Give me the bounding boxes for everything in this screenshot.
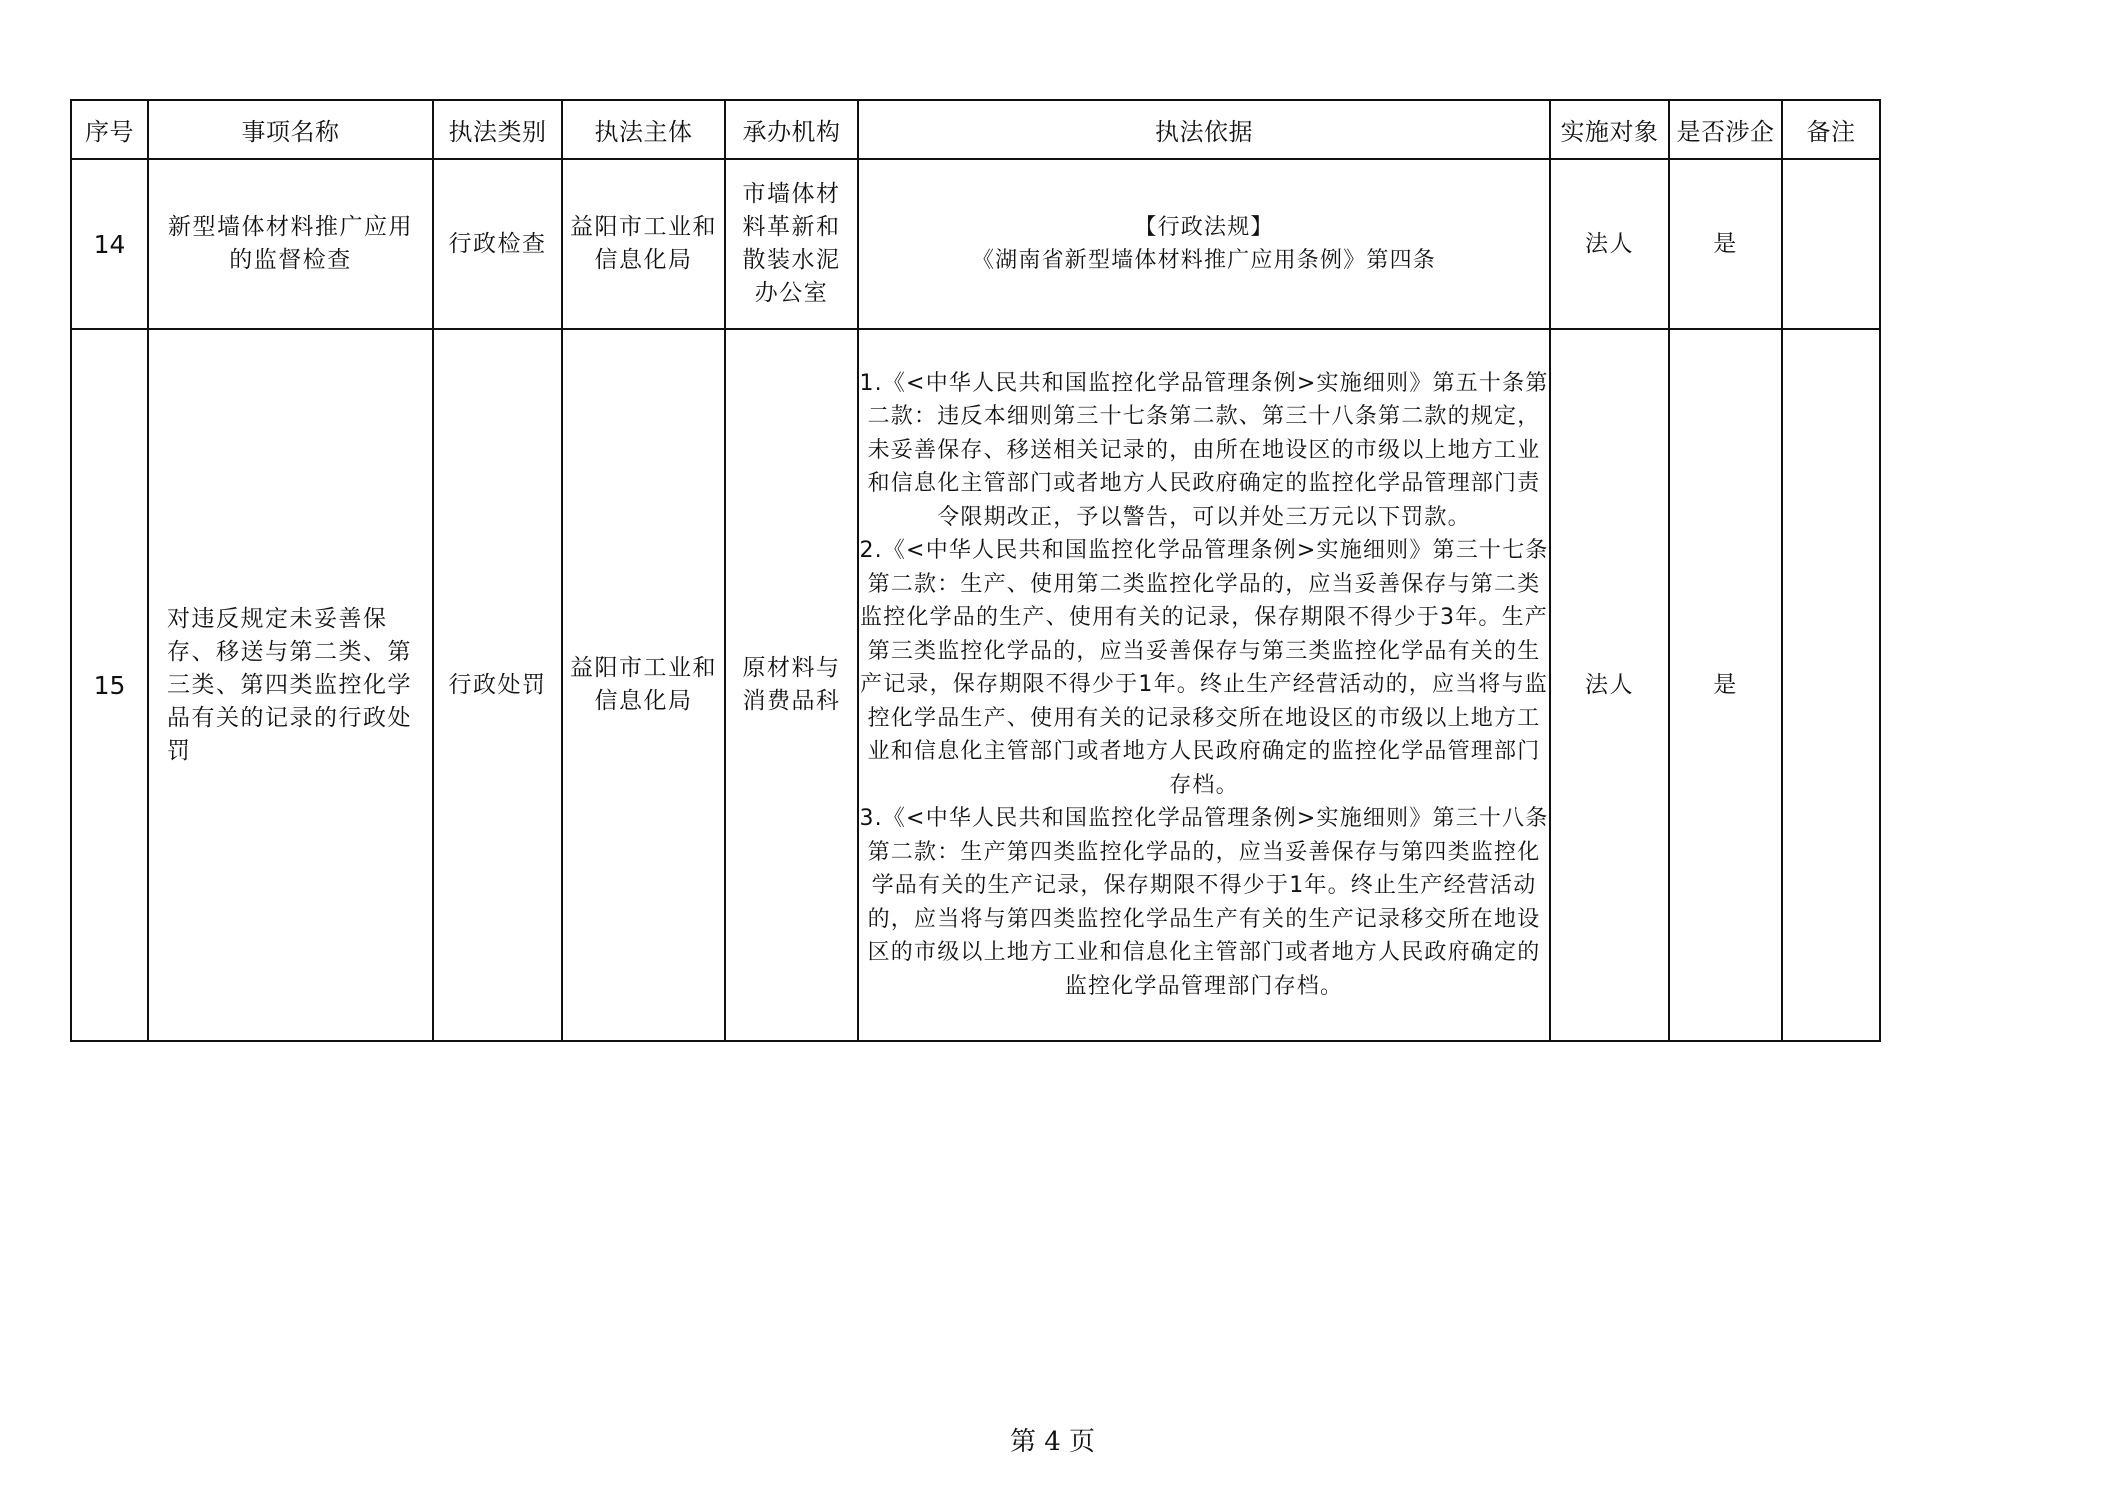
page-number: 第 4 页: [1009, 1427, 1096, 1457]
row-seq: 14: [71, 159, 148, 329]
basis-paragraph: 《湖南省新型墙体材料推广应用条例》第四条: [971, 248, 1436, 273]
basis-paragraph: 1.《<中华人民共和国监控化学品管理条例>实施细则》第五十条第二款：违反本细则第三十七条第二款、第三十八条第二款的规定，未妥善保存、移送相关记录的，由所在地设区的市级以上地方工业和信息化主管部门或者地方人民政府确定的监控化学品管理部门责令限期改正，予以警告，可以并处三万元以下罚款。: [859, 370, 1549, 530]
row-subject: 益阳市工业和信息化局: [562, 159, 725, 329]
header-name: 事项名称: [148, 100, 433, 159]
basis-paragraph: 2.《<中华人民共和国监控化学品管理条例>实施细则》第三十七条第二款：生产、使用第二类监控化学品的，应当妥善保存与第二类监控化学品的生产、使用有关的记录，保存期限不得少于3年。生产第三类监控化学品的，应当妥善保存与第三类监控化学品有关的生产记录，保存期限不得少于1年。终止生产经营活动的，应当将与监控化学品生产、使用有关的记录移交所在地设区的市级以上地方工业和信息化主管部门或者地方人民政府确定的监控化学品管理部门存档。: [859, 538, 1549, 798]
basis-paragraph: 3.《<中华人民共和国监控化学品管理条例>实施细则》第三十八条第二款：生产第四类监控化学品的，应当妥善保存与第四类监控化学品有关的生产记录，保存期限不得少于1年。终止生产经营活动的，应当将与第四类监控化学品生产有关的生产记录移交所在地设区的市级以上地方工业和信息化主管部门或者地方人民政府确定的监控化学品管理部门存档。: [859, 806, 1549, 999]
row-target: 法人: [1550, 159, 1669, 329]
header-basis: 执法依据: [858, 100, 1550, 159]
row-agency: 市墙体材料革新和散装水泥办公室: [725, 159, 858, 329]
row-enterprise: 是: [1669, 329, 1782, 1041]
row-category: 行政处罚: [433, 329, 562, 1041]
table-row: [71, 329, 1880, 1041]
row-seq: 15: [71, 329, 148, 1041]
row-target: 法人: [1550, 329, 1669, 1041]
header-remark: 备注: [1782, 100, 1880, 159]
row-agency: 原材料与消费品科: [725, 329, 858, 1041]
table-header-row: [71, 100, 1880, 159]
header-target: 实施对象: [1550, 100, 1669, 159]
table-row: [71, 159, 1880, 329]
row-item-name: 对违反规定未妥善保存、移送与第二类、第三类、第四类监控化学品有关的记录的行政处罚: [148, 329, 433, 1041]
header-subject: 执法主体: [562, 100, 725, 159]
header-category: 执法类别: [433, 100, 562, 159]
row-remark: [1782, 159, 1880, 329]
row-basis: [858, 329, 1550, 1041]
header-seq: 序号: [71, 100, 148, 159]
row-item-name: 新型墙体材料推广应用的监督检查: [148, 159, 433, 329]
row-category: 行政检查: [433, 159, 562, 329]
basis-paragraph: 【行政法规】: [1134, 214, 1274, 240]
row-enterprise: 是: [1669, 159, 1782, 329]
row-basis: [858, 159, 1550, 329]
enforcement-items-table: [70, 99, 1881, 1042]
row-subject: 益阳市工业和信息化局: [562, 329, 725, 1041]
header-agency: 承办机构: [725, 100, 858, 159]
header-enterprise: 是否涉企: [1669, 100, 1782, 159]
row-remark: [1782, 329, 1880, 1041]
